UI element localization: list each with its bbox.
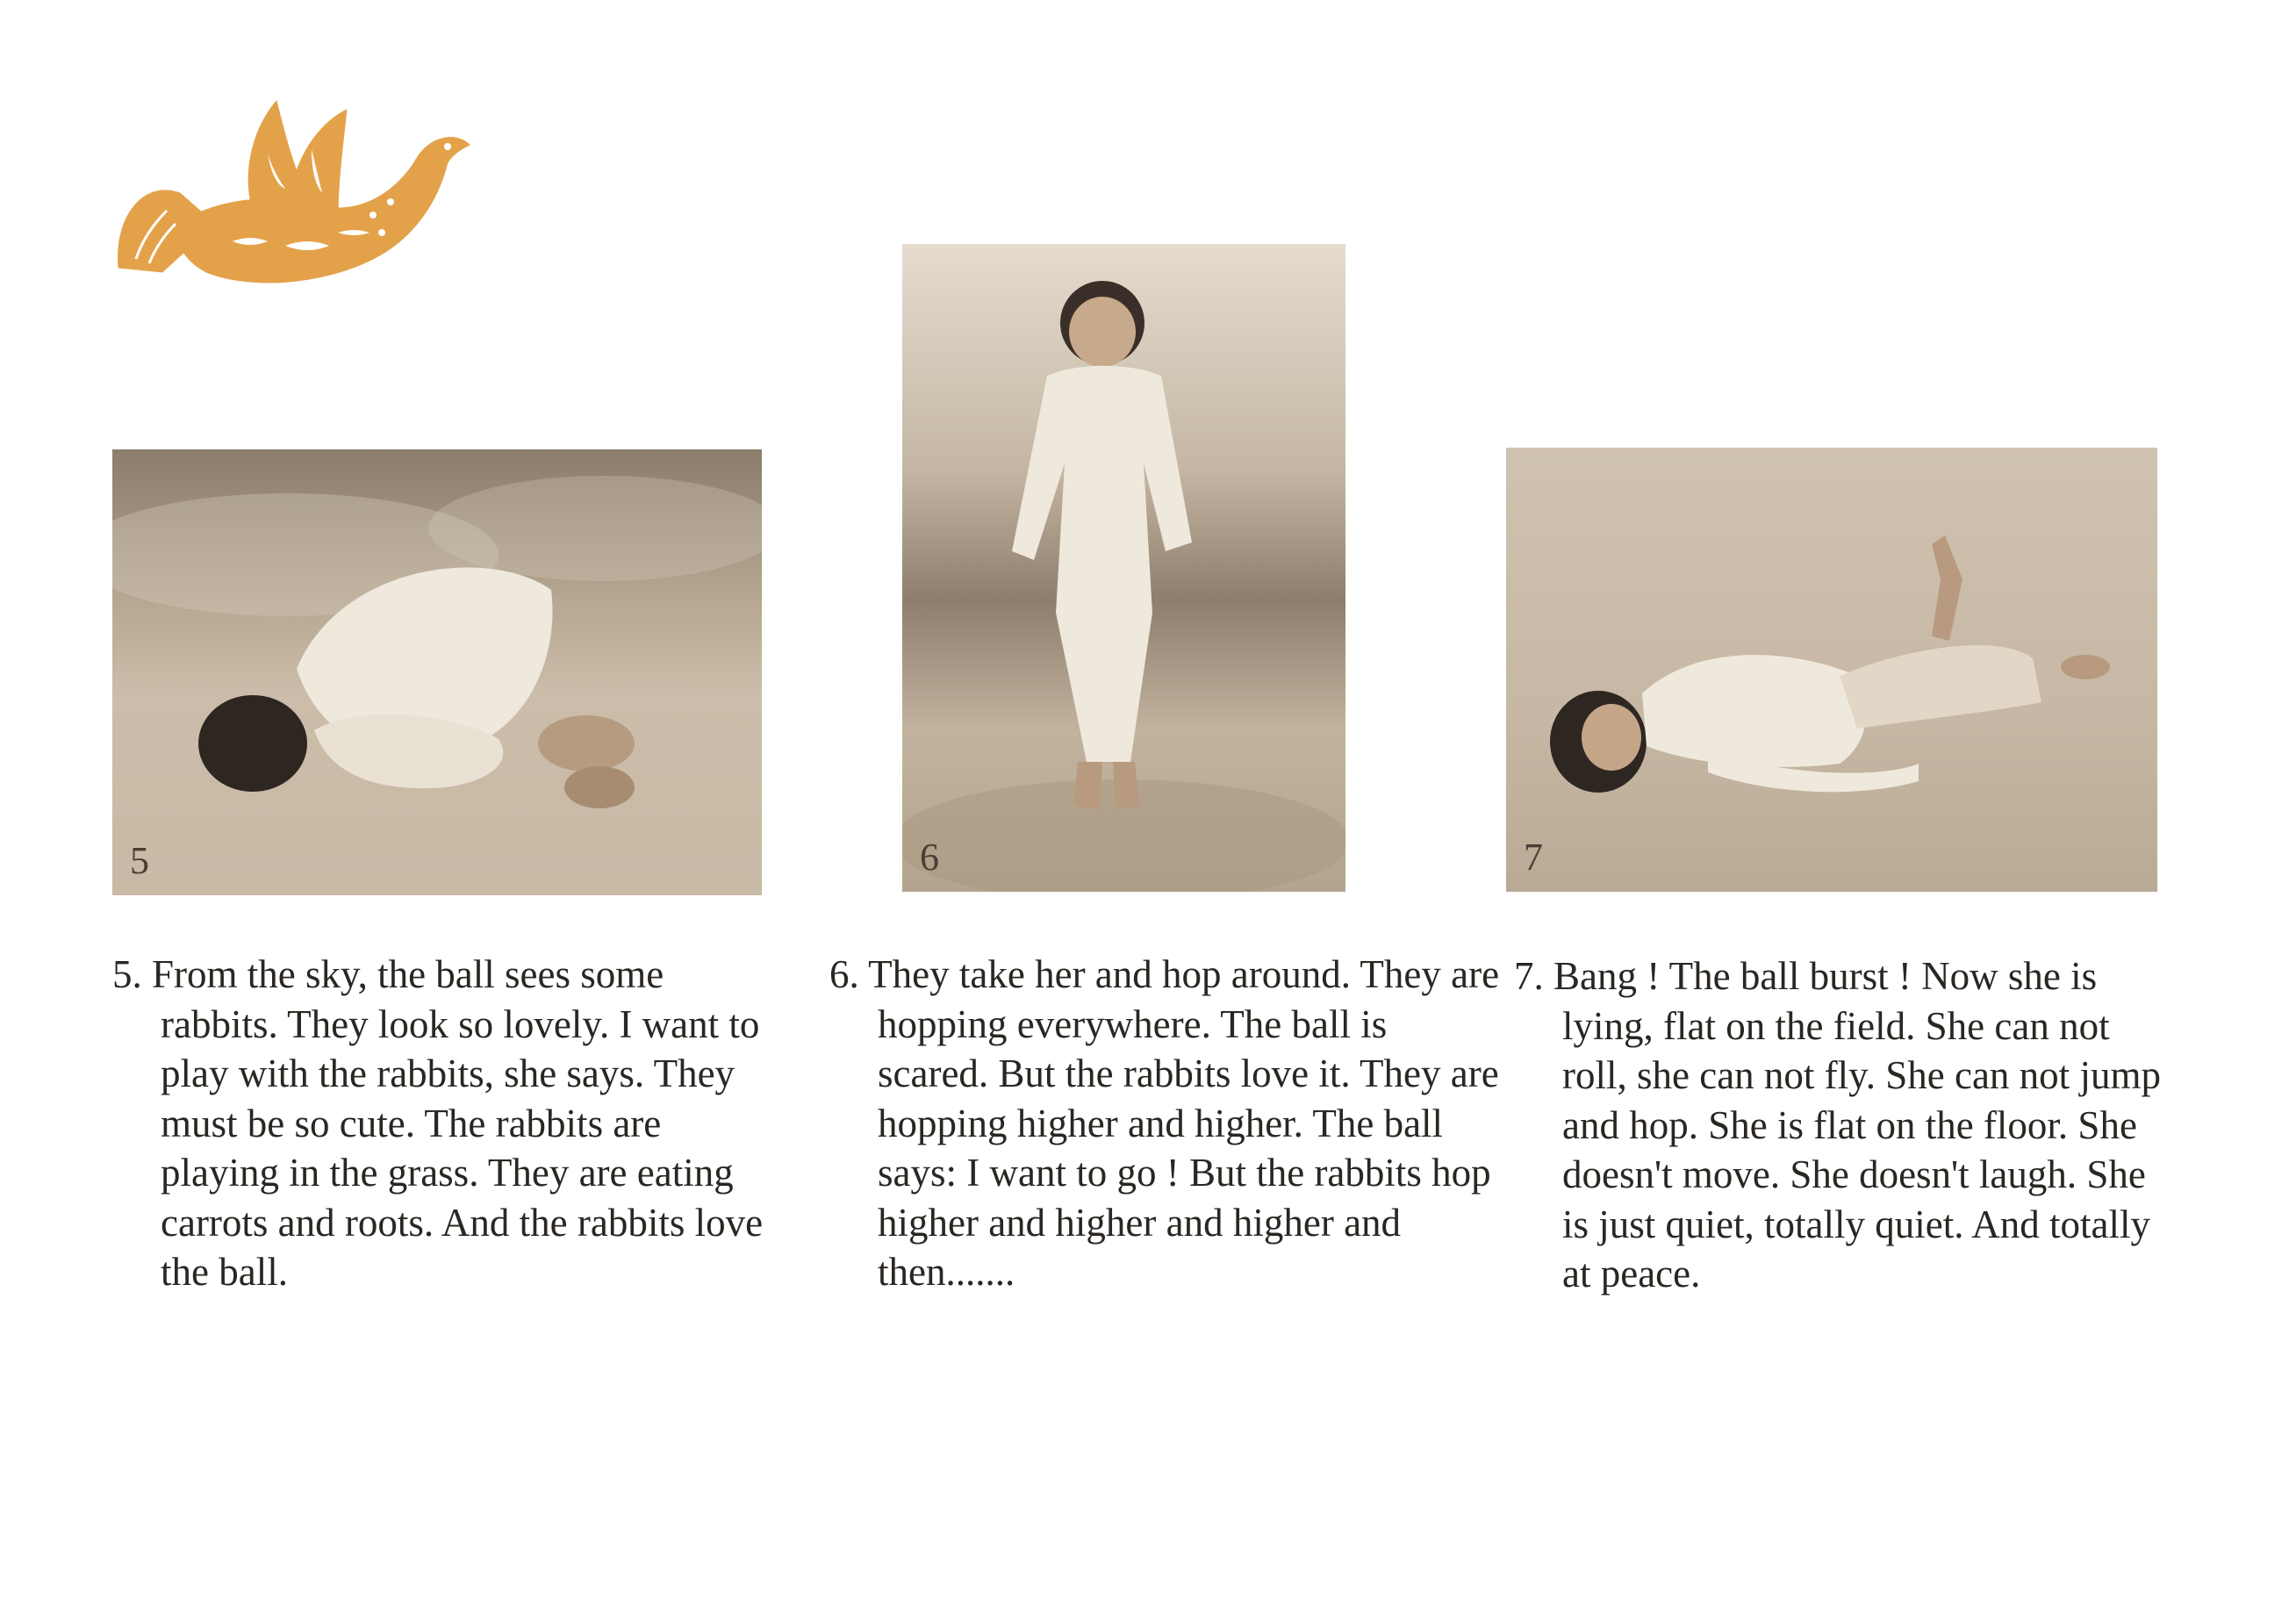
photo-number: 5: [130, 839, 149, 882]
caption-5: 5. From the sky, the ball sees some rabbits. They look so lovely. I want to play with the rabbits, she says. They must be so cute. The rabbits are playing in the grass. They are eating carrots and roots. And the rabbits love the ball.: [112, 952, 764, 1294]
dove-icon: [110, 83, 478, 294]
caption-6: 6. They take her and hop around. They are hopping everywhere. The ball is scared. But the rabbits love it. They are hopping higher and higher. The ball says: I want to go ! But the rabbits hop higher and higher and higher and then.......: [829, 952, 1500, 1294]
photo-7-image: [1506, 448, 2157, 892]
photo-5: [112, 449, 762, 895]
photo-7: [1506, 448, 2157, 892]
photo-number: 7: [1524, 836, 1543, 879]
photo-5-image: [112, 449, 762, 895]
photo-6-image: [902, 244, 1345, 892]
photo-6: [902, 244, 1345, 892]
photo-number: 6: [920, 836, 939, 879]
caption-7: 7. Bang ! The ball burst ! Now she is lying, flat on the field. She can not roll, she can not fly. She can not jump and hop. She is flat on the floor. She doesn't move. She doesn't laugh. She is just quiet, totally quiet. And totally at peace.: [1514, 954, 2161, 1296]
